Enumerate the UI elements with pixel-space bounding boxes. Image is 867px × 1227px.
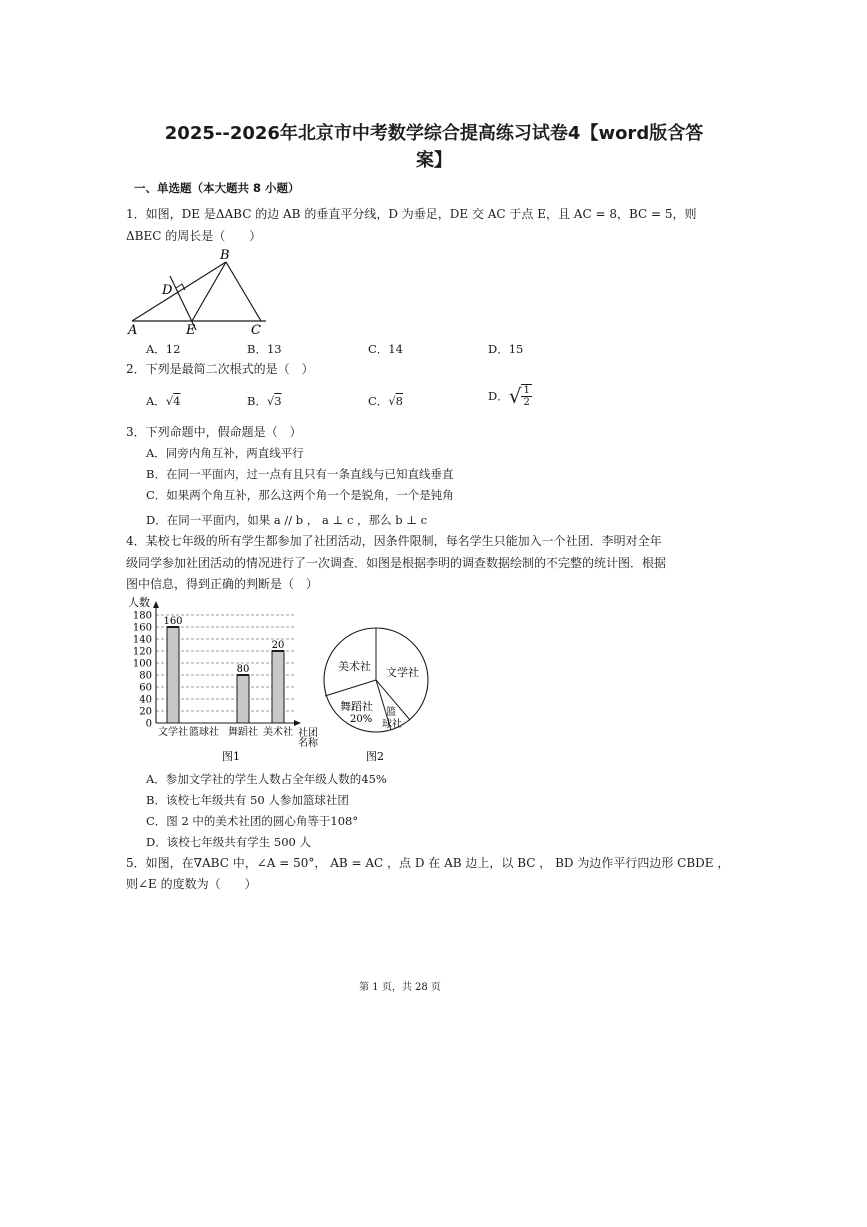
q1-option-a: A．12	[146, 342, 181, 356]
y-tick-label: 120	[132, 646, 152, 658]
q4-option-b: B．该校七年级共有 50 人参加篮球社团	[146, 793, 349, 807]
q5-stem-line-1: 5．如图，在∇ABC 中，∠A = 50°， AB = AC ，点 D 在 AB 边上，以 BC ， BD 为边作平行四边形 CBDE ，	[126, 856, 730, 870]
page-title	[120, 120, 748, 174]
q3-option-d: D．在同一平面内，如果 a // b ， a ⊥ c ，那么 b ⊥ c	[146, 513, 428, 527]
q3-option-b: B．在同一平面内，过一点有且只有一条直线与已知直线垂直	[146, 467, 454, 481]
label-c: C	[251, 323, 261, 336]
pie-divider	[325, 680, 376, 696]
sqrt-icon: √	[508, 384, 522, 408]
sqrt-icon: √	[388, 394, 396, 408]
q1-option-d: D．15	[488, 342, 524, 356]
y-axis-arrow	[153, 601, 159, 608]
q4-option-a: A．参加文学社的学生人数占全年级人数的45%	[146, 772, 387, 786]
sqrt-icon: √	[165, 394, 174, 408]
q2-stem: 2．下列是最简二次根式的是（ ）	[126, 362, 314, 376]
title-line-2: 案】	[416, 150, 452, 171]
q2-option-a-label: A．	[146, 394, 166, 408]
bar-2	[237, 675, 249, 723]
y-tick-label: 140	[132, 634, 152, 646]
q4-stem-line-2: 级同学参加社团活动的情况进行了一次调查．如图是根据李明的调查数据绘制的不完整的统计图．根据	[126, 556, 667, 570]
page-footer: 第 1 页，共 28 页	[359, 982, 441, 993]
pie-label-basketball-1: 篮	[386, 707, 396, 718]
y-tick-label: 100	[132, 658, 152, 670]
q1-option-b: B．13	[247, 342, 282, 356]
bar-data-label: 80	[236, 664, 250, 675]
sqrt-icon: √	[266, 394, 275, 408]
bar-chart-xlabel-part2: 名称	[298, 738, 318, 749]
q4-option-d: D．该校七年级共有学生 500 人	[146, 835, 311, 849]
bar-category-label: 美术社	[263, 727, 293, 738]
label-e: E	[186, 323, 196, 336]
title-line-1: 2025--2026年北京市中考数学综合提高练习试卷4【word版含答	[164, 123, 704, 144]
pie-label-art: 美术社	[338, 660, 371, 673]
bar-data-label: 20	[271, 640, 285, 651]
q1-stem-line-1: 1．如图，DE 是ΔABC 的边 AB 的垂直平分线，D 为垂足，DE 交 AC 于点 E，且 AC = 8，BC = 5，则	[126, 207, 697, 221]
y-tick-label: 60	[139, 682, 152, 694]
y-tick-label: 80	[139, 670, 152, 682]
q2-option-c	[368, 393, 403, 409]
bar-category-label: 文学社	[158, 727, 188, 738]
bar-category-label: 篮球社	[189, 727, 219, 738]
pie-chart-figure-2	[320, 624, 434, 764]
q2-option-b	[247, 393, 282, 409]
label-d: D	[162, 283, 173, 298]
q2-option-c-label: C．	[368, 394, 389, 408]
y-tick-label: 20	[139, 706, 152, 718]
q2-option-a	[146, 393, 180, 409]
y-tick-label: 40	[139, 694, 152, 706]
pie-label-dance-percent: 20%	[350, 714, 373, 725]
q2-option-d	[488, 384, 532, 416]
bar-data-label: 160	[163, 616, 183, 627]
bar-chart-xlabel-part1: 社团	[298, 728, 318, 739]
pie-label-literature: 文学社	[386, 666, 419, 679]
q2-option-c-radicand: 8	[395, 394, 403, 408]
q5-stem-line-2: 则∠E 的度数为（ ）	[126, 877, 257, 891]
q1-option-c: C．14	[368, 342, 403, 356]
q2-option-b-label: B．	[247, 394, 267, 408]
bar-0	[167, 627, 179, 723]
pie-label-dance: 舞蹈社	[340, 700, 373, 713]
bar-chart-ylabel: 人数	[128, 596, 150, 609]
q3-stem: 3．下列命题中，假命题是（ ）	[126, 425, 302, 439]
q4-option-c: C．图 2 中的美术社团的圆心角等于108°	[146, 814, 359, 828]
q2-option-a-radicand: 4	[173, 394, 181, 408]
figure-2-caption: 图2	[366, 750, 384, 763]
x-axis-arrow	[294, 720, 301, 726]
q2-option-d-label: D．	[488, 389, 509, 403]
bar-chart-figure-1	[126, 592, 326, 764]
section-heading: 一、单选题（本大题共 8 小题）	[134, 181, 300, 195]
q1-triangle-figure	[126, 246, 276, 336]
pie-label-basketball-2: 球社	[382, 719, 402, 730]
q2-option-d-fraction	[521, 384, 531, 408]
y-tick-label: 180	[132, 610, 152, 622]
label-a: A	[128, 323, 138, 336]
q4-stem-line-3: 图中信息，得到正确的判断是（ ）	[126, 577, 319, 591]
bar-3	[272, 651, 284, 723]
q2-option-b-radicand: 3	[274, 394, 282, 408]
q3-option-a: A．同旁内角互补，两直线平行	[146, 446, 304, 460]
bar-category-label: 舞蹈社	[228, 727, 258, 738]
q4-stem-line-1: 4．某校七年级的所有学生都参加了社团活动，因条件限制，每名学生只能加入一个社团．李明对全年	[126, 534, 662, 548]
q1-stem-line-2: ΔBEC 的周长是（ ）	[126, 229, 262, 243]
fraction-numerator: 1	[523, 385, 530, 396]
y-tick-label: 160	[132, 622, 152, 634]
y-tick-label: 0	[145, 718, 152, 730]
fraction-denominator: 2	[523, 397, 530, 408]
q3-option-c: C．如果两个角互补，那么这两个角一个是锐角，一个是钝角	[146, 488, 454, 502]
label-b: B	[220, 248, 230, 263]
figure-1-caption: 图1	[222, 750, 240, 763]
